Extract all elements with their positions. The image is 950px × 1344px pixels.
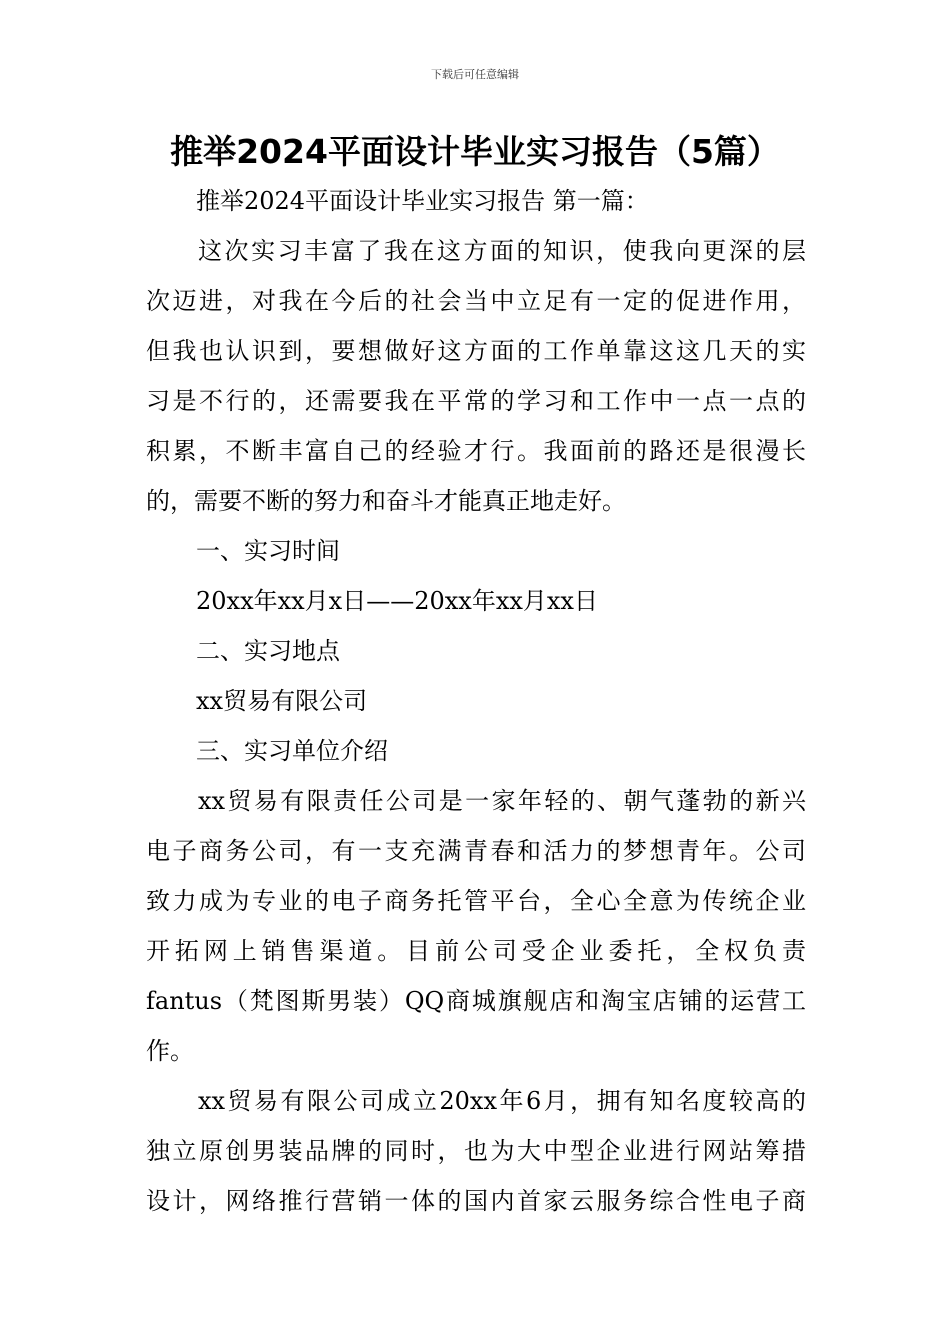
paragraph-line: 作。 (146, 1037, 194, 1065)
paragraph-line: fantus（梵图斯男装）QQ商城旗舰店和淘宝店铺的运营工 (146, 987, 806, 1015)
paragraph-line: 开拓网上销售渠道。目前公司受企业委托，全权负责 (146, 937, 806, 965)
paragraph-line: 积累，不断丰富自己的经验才行。我面前的路还是很漫长 (146, 437, 806, 465)
paragraph-line: 次迈进，对我在今后的社会当中立足有一定的促进作用， (146, 287, 806, 315)
paragraph-line: 20xx年xx月x日——20xx年xx月xx日 (196, 587, 598, 615)
paragraph-line: 但我也认识到，要想做好这方面的工作单靠这这几天的实 (146, 337, 806, 365)
section-heading: 推举2024平面设计毕业实习报告 第一篇： (196, 187, 649, 215)
paragraph-line: xx贸易有限责任公司是一家年轻的、朝气蓬勃的新兴 (198, 787, 806, 815)
paragraph-line: 的，需要不断的努力和奋斗才能真正地走好。 (146, 487, 626, 515)
section-heading: 二、实习地点 (196, 637, 340, 665)
paragraph-line: 习是不行的，还需要我在平常的学习和工作中一点一点的 (146, 387, 806, 415)
paragraph-line: 这次实习丰富了我在这方面的知识，使我向更深的层 (198, 237, 806, 265)
paragraph-line: xx贸易有限公司 (196, 687, 368, 715)
paragraph-line: 致力成为专业的电子商务托管平台，全心全意为传统企业 (146, 887, 806, 915)
paragraph-line: 电子商务公司，有一支充满青春和活力的梦想青年。公司 (146, 837, 806, 865)
section-heading: 三、实习单位介绍 (196, 737, 388, 765)
paragraph-line: 独立原创男装品牌的同时，也为大中型企业进行网站筹措 (146, 1137, 806, 1165)
paragraph-line: xx贸易有限公司成立20xx年6月，拥有知名度较高的 (198, 1087, 806, 1115)
page-header-note: 下载后可任意编辑 (431, 68, 519, 81)
paragraph-line: 设计，网络推行营销一体的国内首家云服务综合性电子商 (146, 1187, 806, 1215)
section-heading: 一、实习时间 (196, 537, 340, 565)
document-title: 推举2024平面设计毕业实习报告（5篇） (170, 132, 780, 171)
